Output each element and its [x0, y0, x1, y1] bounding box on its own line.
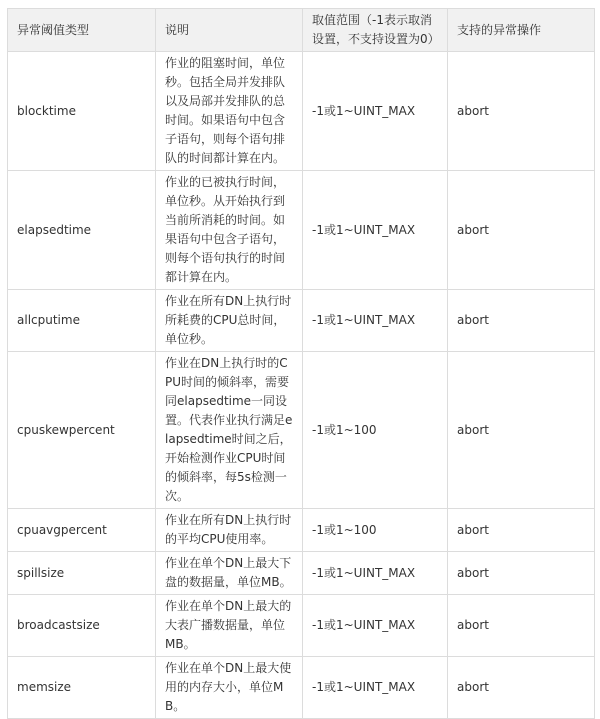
- cell-action: abort: [448, 595, 595, 657]
- header-range: 取值范围（-1表示取消设置，不支持设置为0）: [303, 9, 448, 52]
- cell-type: elapsedtime: [8, 171, 156, 290]
- cell-type: cpuavgpercent: [8, 509, 156, 552]
- threshold-table: [7, 8, 595, 719]
- cell-type: memsize: [8, 657, 156, 719]
- cell-range: -1或1~UINT_MAX: [303, 595, 448, 657]
- header-type: 异常阈值类型: [8, 9, 156, 52]
- cell-range: -1或1~100: [303, 509, 448, 552]
- table-row: [8, 657, 595, 719]
- table-row: [8, 595, 595, 657]
- cell-action: abort: [448, 290, 595, 352]
- cell-range: -1或1~UINT_MAX: [303, 657, 448, 719]
- cell-action: abort: [448, 52, 595, 171]
- cell-action: abort: [448, 352, 595, 509]
- cell-desc: 作业在所有DN上执行时的平均CPU使用率。: [156, 509, 303, 552]
- cell-type: spillsize: [8, 552, 156, 595]
- cell-range: -1或1~UINT_MAX: [303, 171, 448, 290]
- table-row: [8, 290, 595, 352]
- cell-desc: 作业在所有DN上执行时所耗费的CPU总时间，单位秒。: [156, 290, 303, 352]
- header-row: [8, 9, 595, 52]
- cell-type: cpuskewpercent: [8, 352, 156, 509]
- cell-desc: 作业的已被执行时间，单位秒。从开始执行到当前所消耗的时间。如果语句中包含子语句，则每个语句执行的时间都计算在内。: [156, 171, 303, 290]
- cell-action: abort: [448, 509, 595, 552]
- cell-type: broadcastsize: [8, 595, 156, 657]
- cell-desc: 作业在单个DN上最大下盘的数据量，单位MB。: [156, 552, 303, 595]
- cell-action: abort: [448, 657, 595, 719]
- cell-desc: 作业在单个DN上最大的大表广播数据量，单位MB。: [156, 595, 303, 657]
- cell-action: abort: [448, 171, 595, 290]
- cell-range: -1或1~UINT_MAX: [303, 290, 448, 352]
- header-desc: 说明: [156, 9, 303, 52]
- table-row: [8, 509, 595, 552]
- header-action: 支持的异常操作: [448, 9, 595, 52]
- cell-desc: 作业的阻塞时间，单位秒。包括全局并发排队以及局部并发排队的总时间。如果语句中包含子语句，则每个语句排队的时间都计算在内。: [156, 52, 303, 171]
- table-row: [8, 171, 595, 290]
- table-row: [8, 52, 595, 171]
- cell-range: -1或1~UINT_MAX: [303, 52, 448, 171]
- cell-desc: 作业在单个DN上最大使用的内存大小，单位MB。: [156, 657, 303, 719]
- cell-type: allcputime: [8, 290, 156, 352]
- table-row: [8, 352, 595, 509]
- cell-range: -1或1~UINT_MAX: [303, 552, 448, 595]
- cell-action: abort: [448, 552, 595, 595]
- cell-type: blocktime: [8, 52, 156, 171]
- cell-desc: 作业在DN上执行时的CPU时间的倾斜率，需要同elapsedtime一同设置。代表作业执行满足elapsedtime时间之后，开始检测作业CPU时间的倾斜率，每5s检测一次。: [156, 352, 303, 509]
- cell-range: -1或1~100: [303, 352, 448, 509]
- table-row: [8, 552, 595, 595]
